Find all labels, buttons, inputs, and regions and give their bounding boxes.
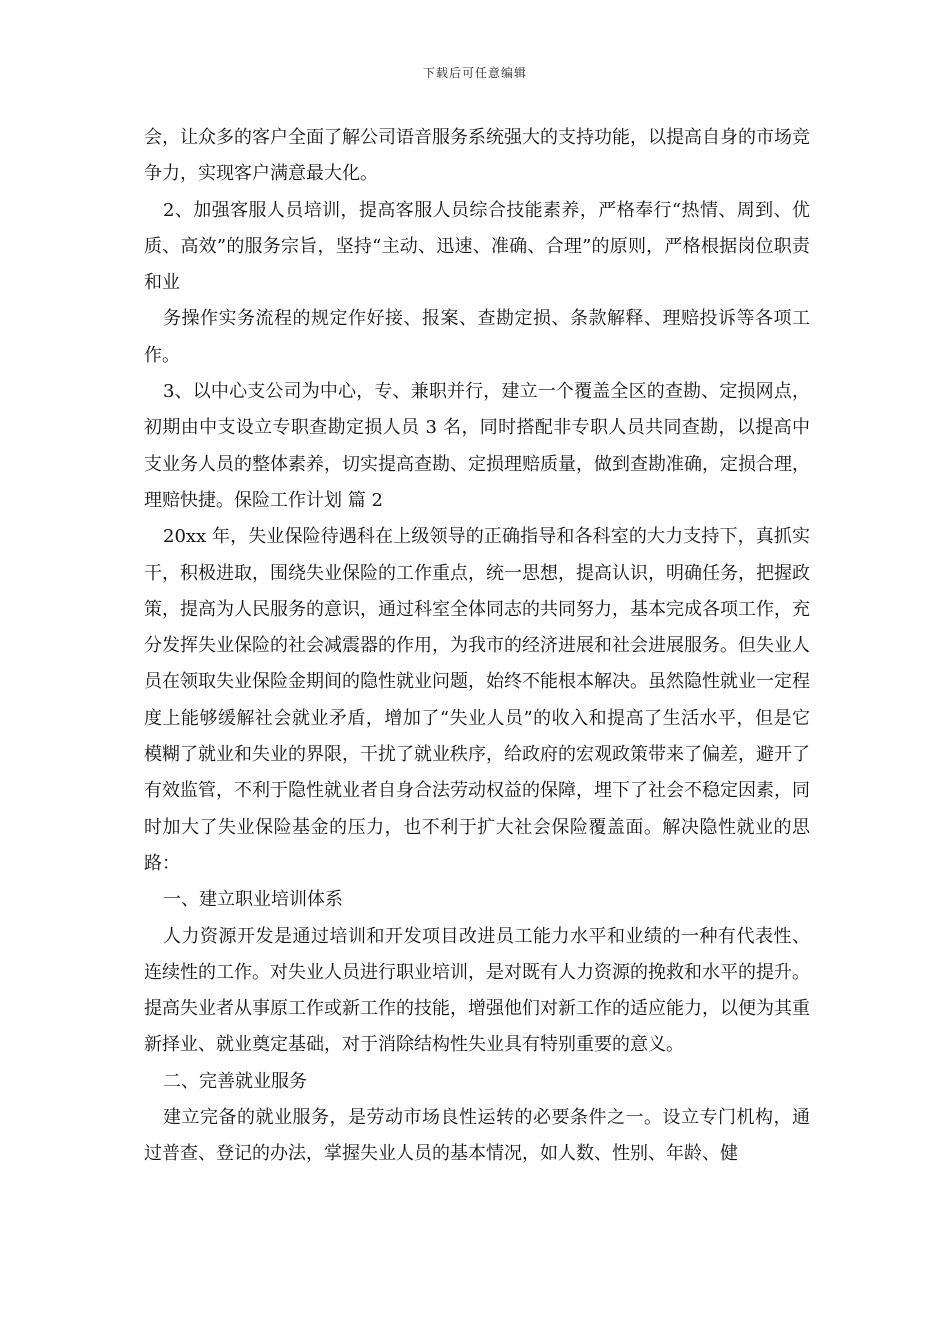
- paragraph: 2、加强客服人员培训，提高客服人员综合技能素养，严格奉行“热情、周到、优质、高效”的服务宗旨，坚持“主动、迅速、准确、合理”的原则，严格根据岗位职责和业: [144, 199, 810, 294]
- section-heading: 一、建立职业培训体系: [163, 889, 343, 911]
- paragraph: 20xx 年，失业保险待遇科在上级领导的正确指导和各科室的大力支持下，真抓实干，积极进取，围绕失业保险的工作重点，统一思想，提高认识，明确任务，把握政策，提高为人民服务的意识，通过科室全体同志的共同努力，基本完成各项工作，充分发挥失业保险的社会减震器的作用，为我市的经济进展和社会进展服务。但失业人员在领取失业保险金期间的隐性就业问题，始终不能根本解决。虽然隐性就业一定程度上能够缓解社会就业矛盾，增加了“失业人员”的收入和提高了生活水平，但是它模糊了就业和失业的界限，干扰了就业秩序，给政府的宏观政策带来了偏差，避开了有效监管，不利于隐性就业者自身合法劳动权益的保障，埋下了社会不稳定因素，同时加大了失业保险基金的压力，也不利于扩大社会保险覆盖面。解决隐性就业的思路：: [144, 526, 810, 874]
- paragraph: 建立完备的就业服务，是劳动市场良性运转的必要条件之一。设立专门机构，通过普查、登记的办法，掌握失业人员的基本情况，如人数、性别、年龄、健: [144, 1107, 810, 1165]
- paragraph: 务操作实务流程的规定作好接、报案、查勘定损、条款解释、理赔投诉等各项工作。: [144, 308, 810, 366]
- paragraph: 3、以中心支公司为中心，专、兼职并行，建立一个覆盖全区的查勘、定损网点，初期由中支设立专职查勘定损人员 3 名，同时搭配非专职人员共同查勘，以提高中支业务人员的整体素养，切实提高查勘、定损理赔质量，做到查勘准确，定损合理，理赔快捷。保险工作计划 篇 2: [144, 381, 810, 511]
- paragraph: 人力资源开发是通过培训和开发项目改进员工能力水平和业绩的一种有代表性、连续性的工作。对失业人员进行职业培训，是对既有人力资源的挽救和水平的提升。提高失业者从事原工作或新工作的技能，增强他们对新工作的适应能力，以便为其重新择业、就业奠定基础，对于消除结构性失业具有特别重要的意义。: [144, 925, 810, 1056]
- section-heading: 二、完善就业服务: [163, 1070, 307, 1092]
- page-header: 下载后可任意编辑: [422, 66, 527, 80]
- paragraph: 会，让众多的客户全面了解公司语音服务系统强大的支持功能，以提高自身的市场竞争力，实现客户满意最大化。: [144, 127, 810, 185]
- document-body: [144, 120, 810, 1173]
